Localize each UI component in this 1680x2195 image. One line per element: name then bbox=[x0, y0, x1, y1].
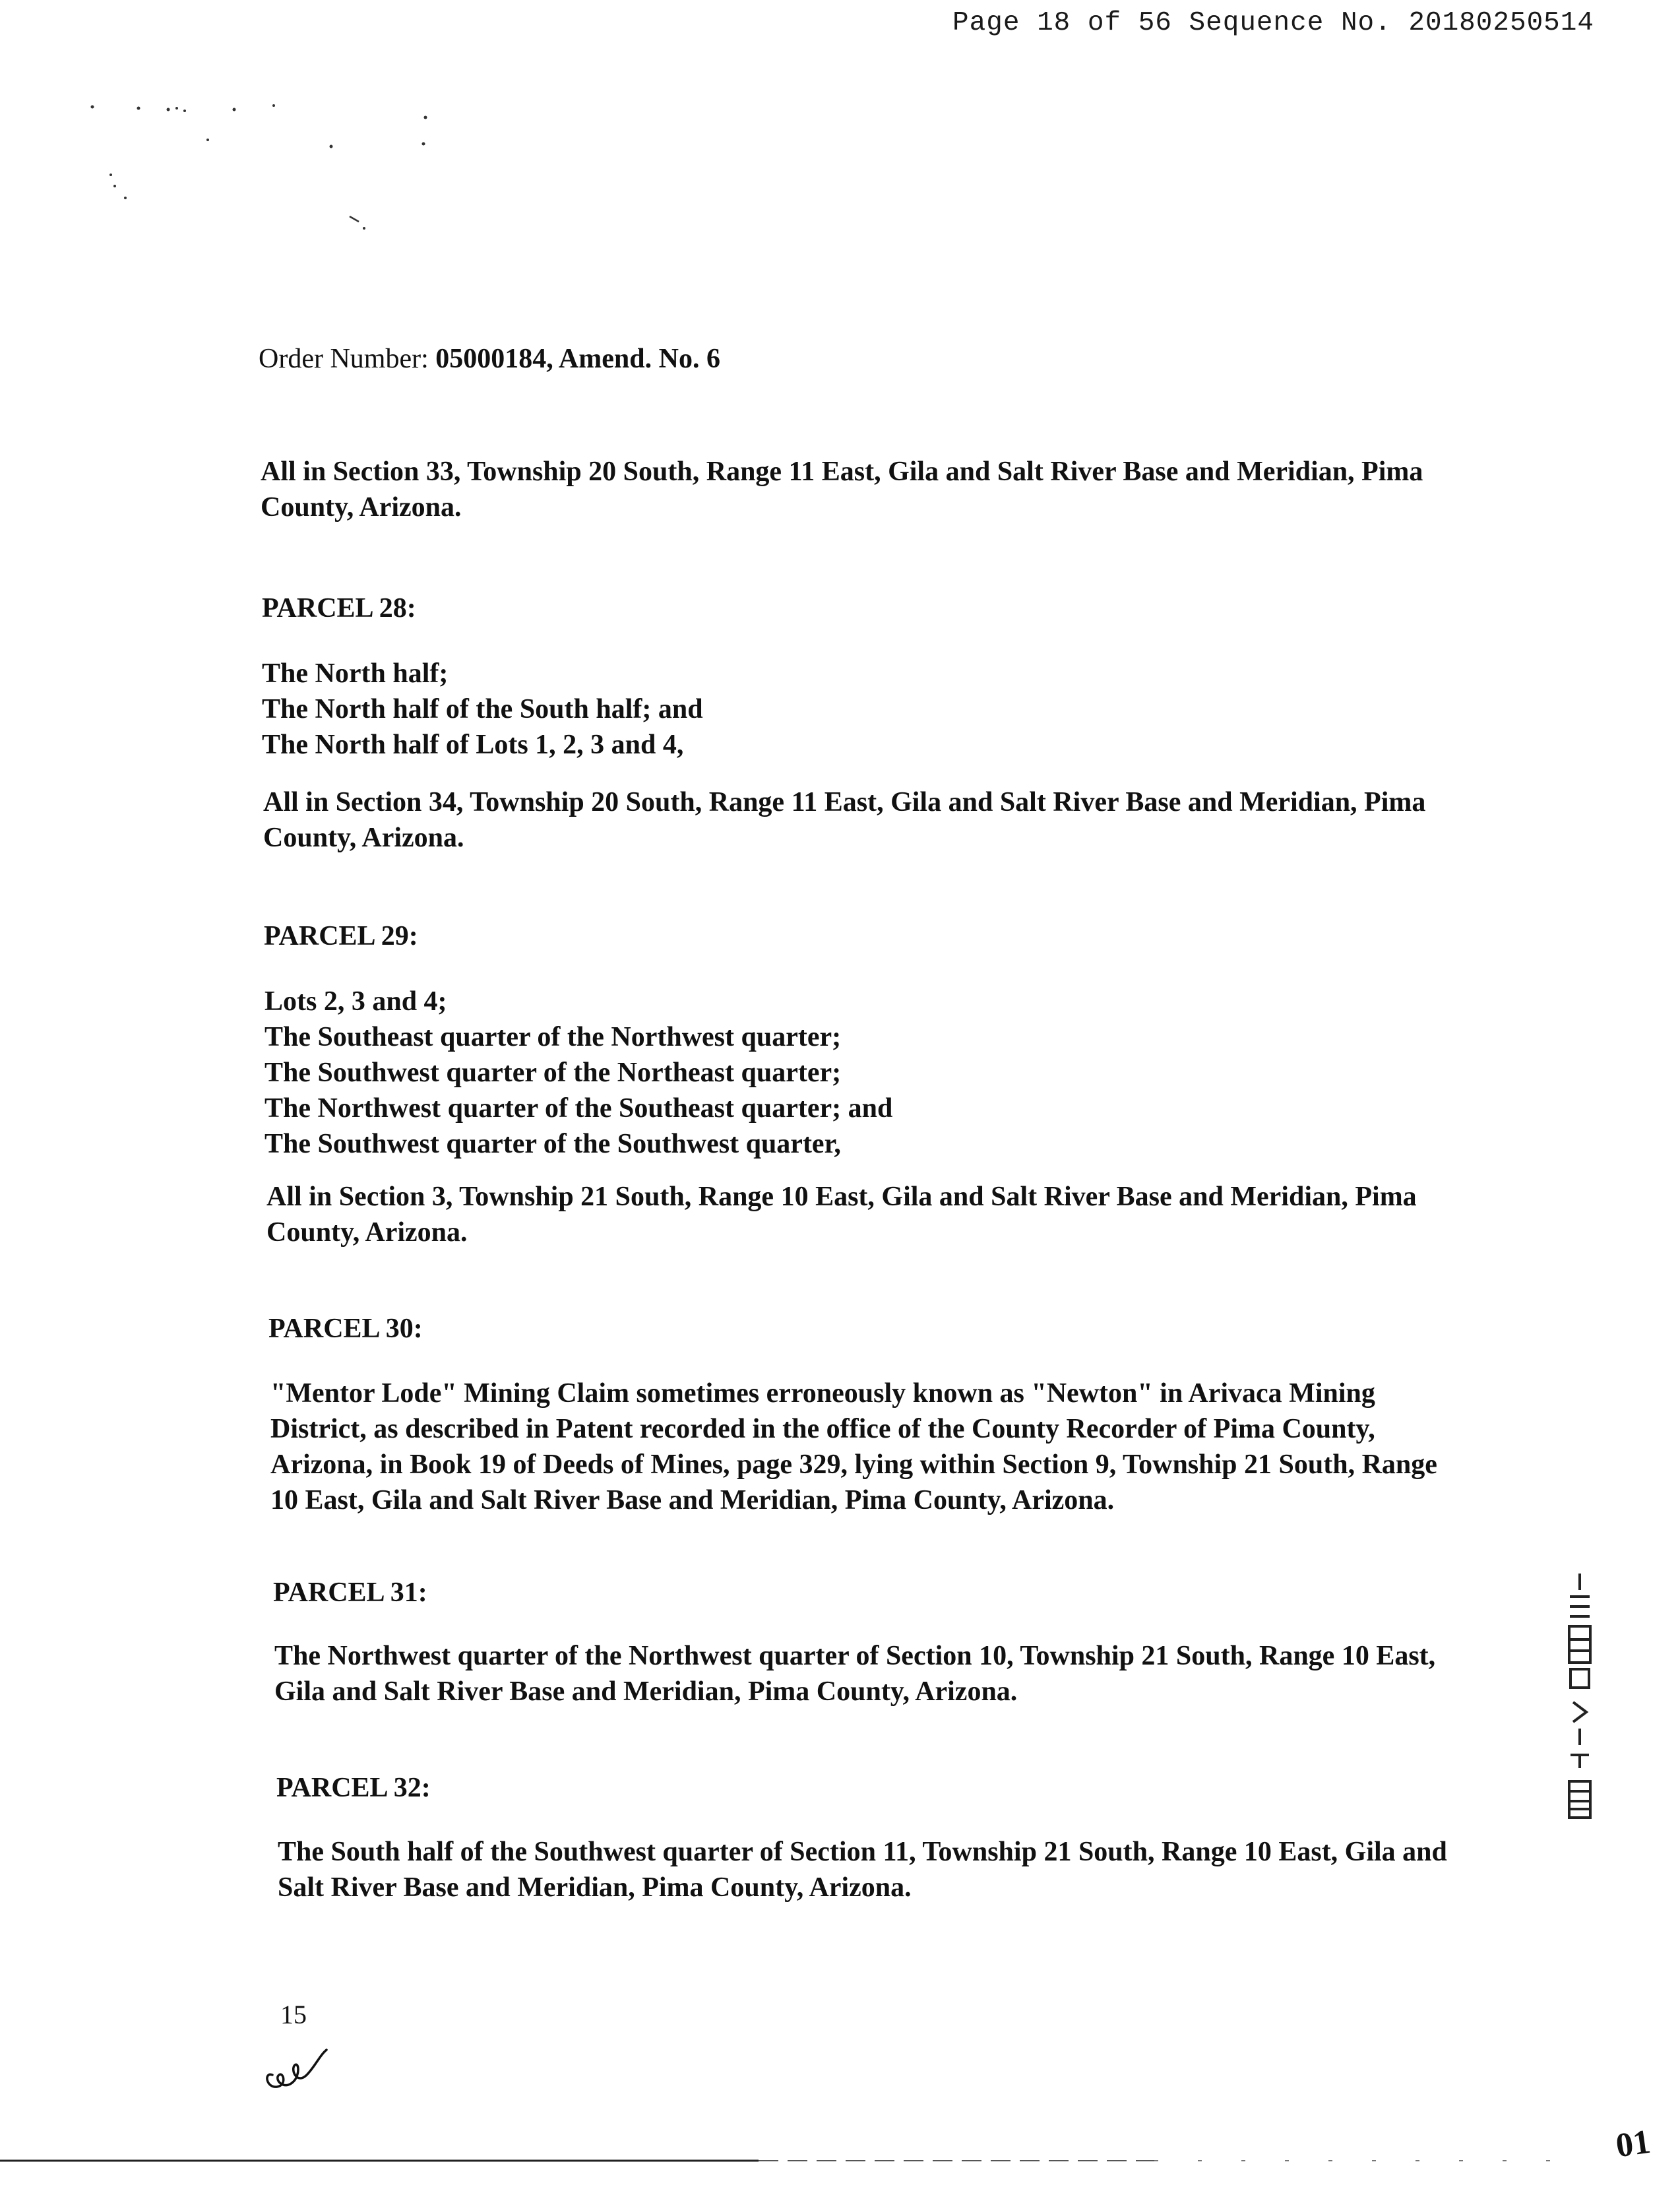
recorder-margin-stamp bbox=[1560, 1570, 1600, 1861]
text-line: The Southwest quarter of the Southwest quarter, bbox=[264, 1129, 841, 1159]
text-line: District, as described in Patent recorded in the office of the County Recorder of Pima County, bbox=[270, 1414, 1375, 1444]
text-line: Lots 2, 3 and 4; bbox=[264, 986, 447, 1017]
handwritten-initials bbox=[261, 2035, 333, 2098]
text-line: All in Section 3, Township 21 South, Range 10 East, Gila and Salt River Base and Meridian, Pima bbox=[266, 1182, 1417, 1212]
parcel-29-description bbox=[264, 984, 892, 1162]
text-line: The North half of Lots 1, 2, 3 and 4, bbox=[262, 730, 684, 760]
text-line: "Mentor Lode" Mining Claim sometimes erroneously known as "Newton" in Arivaca Mining bbox=[270, 1378, 1375, 1409]
parcel-31-description bbox=[274, 1638, 1435, 1709]
text-line: 10 East, Gila and Salt River Base and Meridian, Pima County, Arizona. bbox=[270, 1485, 1115, 1515]
text-line: Arizona, in Book 19 of Deeds of Mines, page 329, lying within Section 9, Township 21 South, Range bbox=[270, 1449, 1437, 1480]
text-line: The North half of the South half; and bbox=[262, 694, 703, 724]
parcel-31-heading: PARCEL 31: bbox=[273, 1577, 427, 1608]
order-number-label: Order Number: bbox=[259, 344, 429, 374]
parcel-28-description bbox=[262, 656, 703, 763]
corner-mark: 01 bbox=[1613, 2122, 1653, 2165]
parcel-32-description bbox=[278, 1834, 1447, 1905]
order-number-line bbox=[259, 343, 720, 375]
text-line: The Southwest quarter of the Northeast quarter; bbox=[264, 1058, 842, 1088]
text-line: Salt River Base and Meridian, Pima County, Arizona. bbox=[278, 1872, 912, 1903]
text-line: County, Arizona. bbox=[261, 492, 462, 523]
page-number: 15 bbox=[280, 2000, 307, 2029]
parcel-28-location bbox=[263, 784, 1425, 856]
page-sequence-header: Page 18 of 56 Sequence No. 20180250514 bbox=[952, 8, 1594, 38]
text-line: Gila and Salt River Base and Meridian, Pima County, Arizona. bbox=[274, 1676, 1018, 1707]
text-line: County, Arizona. bbox=[263, 823, 464, 853]
text-line: All in Section 33, Township 20 South, Range 11 East, Gila and Salt River Base and Meridian, Pima bbox=[261, 457, 1423, 487]
text-line: The South half of the Southwest quarter of Section 11, Township 21 South, Range 10 East, Gila and bbox=[278, 1837, 1447, 1867]
bottom-rule bbox=[0, 2157, 1596, 2164]
parcel-30-description bbox=[270, 1376, 1437, 1518]
parcel-29-location bbox=[266, 1179, 1417, 1250]
text-line: County, Arizona. bbox=[266, 1217, 468, 1248]
text-line: The North half; bbox=[262, 658, 449, 689]
text-line: All in Section 34, Township 20 South, Range 11 East, Gila and Salt River Base and Meridian, Pima bbox=[263, 787, 1426, 817]
text-line: The Southeast quarter of the Northwest quarter; bbox=[264, 1022, 842, 1052]
parcel-29-heading: PARCEL 29: bbox=[264, 921, 418, 951]
parcel-32-heading: PARCEL 32: bbox=[276, 1773, 431, 1803]
parcel-28-heading: PARCEL 28: bbox=[262, 593, 416, 623]
parcel-30-heading: PARCEL 30: bbox=[268, 1314, 423, 1344]
text-line: The Northwest quarter of the Northwest quarter of Section 10, Township 21 South, Range 10 East, bbox=[274, 1641, 1436, 1671]
scan-specks bbox=[86, 99, 455, 251]
order-number-value: 05000184, Amend. No. 6 bbox=[435, 344, 720, 374]
text-line: The Northwest quarter of the Southeast quarter; and bbox=[264, 1093, 893, 1124]
intro-legal-description bbox=[261, 454, 1423, 525]
